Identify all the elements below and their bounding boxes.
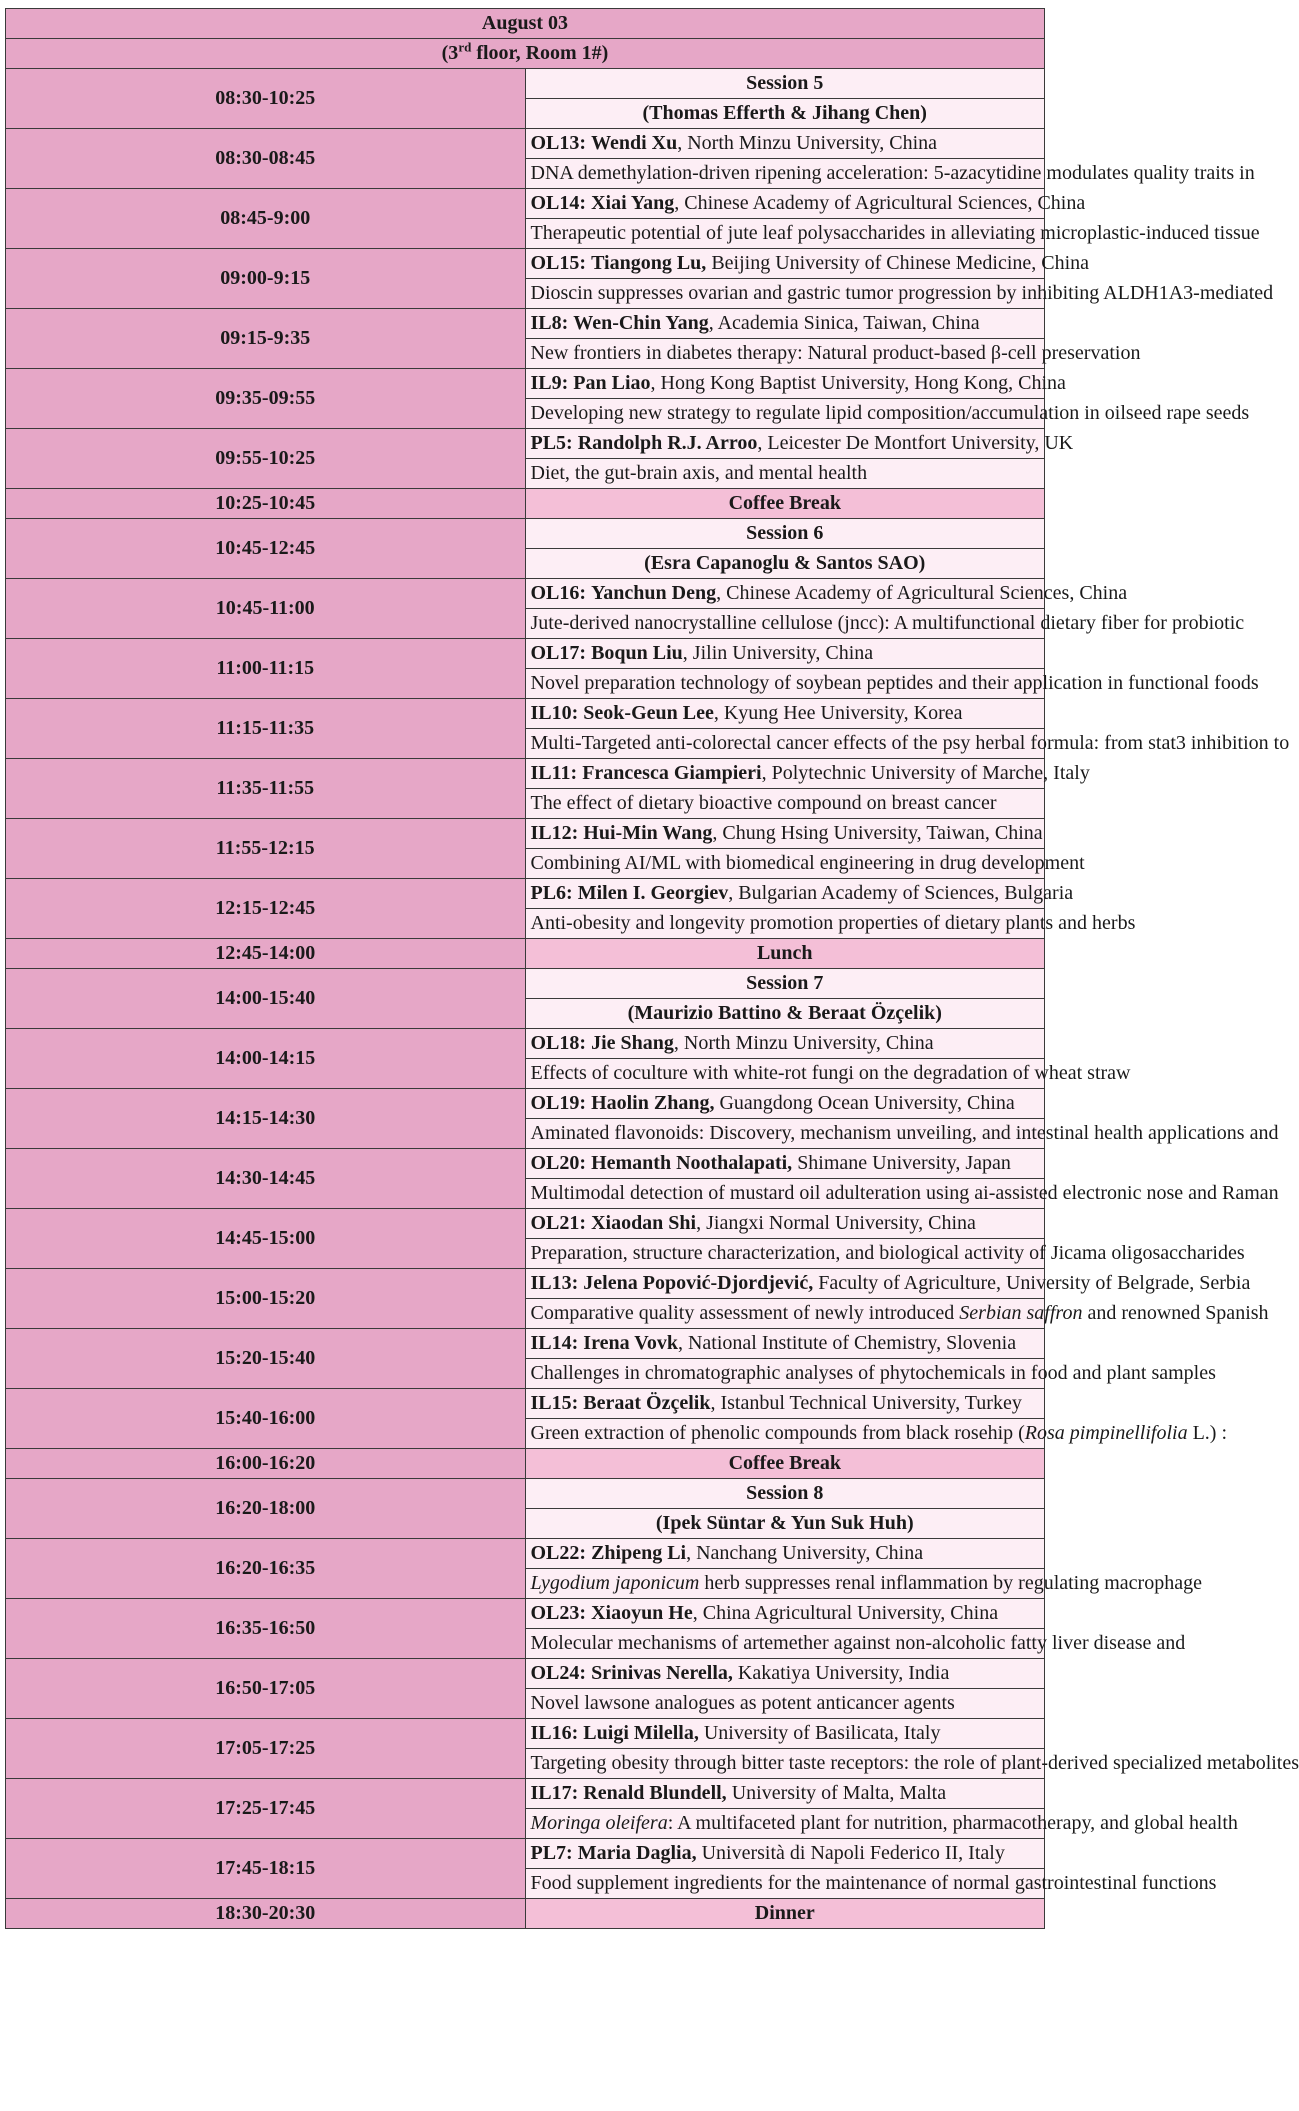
speaker-affiliation: , Kyung Hee University, Korea xyxy=(713,702,963,724)
speaker-name: Luigi Milella, xyxy=(583,1722,699,1744)
speaker-name: Wendi Xu xyxy=(591,132,678,154)
talk-row xyxy=(6,759,1045,789)
time-slot: 08:30-10:25 xyxy=(6,69,526,129)
talk-speaker-line xyxy=(525,1779,1045,1809)
speaker-name: Boqun Liu xyxy=(591,642,683,664)
speaker-affiliation: Beijing University of Chinese Medicine, China xyxy=(706,252,1090,274)
venue-heading: (3rd floor, Room 1#) xyxy=(6,39,1045,69)
talk-row xyxy=(6,309,1045,339)
time-slot: 09:35-09:55 xyxy=(6,369,526,429)
talk-title: Multi-Targeted anti-colorectal cancer effects of the psy herbal formula: from stat3 inhibition to xyxy=(525,729,1045,759)
speaker-name: Hui-Min Wang xyxy=(583,822,713,844)
talk-row xyxy=(6,1839,1045,1869)
time-slot: 16:00-16:20 xyxy=(6,1449,526,1479)
time-slot: 09:55-10:25 xyxy=(6,429,526,489)
talk-code: OL17: xyxy=(530,642,587,664)
speaker-affiliation: , North Minzu University, China xyxy=(677,132,938,154)
time-slot: 16:35-16:50 xyxy=(6,1599,526,1659)
speaker-name: Jelena Popović-Djordjević, xyxy=(583,1272,814,1294)
date-heading: August 03 xyxy=(6,9,1045,39)
talk-speaker-line xyxy=(525,759,1090,789)
time-slot: 08:45-9:00 xyxy=(6,189,526,249)
talk-code: OL21: xyxy=(530,1212,587,1234)
talk-speaker-line xyxy=(525,129,1045,159)
talk-row xyxy=(6,369,1045,399)
speaker-name: Zhipeng Li xyxy=(591,1542,687,1564)
talk-title: Food supplement ingredients for the maintenance of normal gastrointestinal functions xyxy=(525,1869,1045,1899)
speaker-name: Tiangong Lu, xyxy=(591,252,707,274)
talk-title: Molecular mechanisms of artemether against non-alcoholic fatty liver disease and xyxy=(525,1629,1045,1659)
speaker-name: Xiai Yang xyxy=(591,192,675,214)
talk-code: IL10: xyxy=(530,702,579,724)
talk-row xyxy=(6,1779,1045,1809)
speaker-name: Maria Daglia, xyxy=(577,1842,697,1864)
species-name: Serbian saffron xyxy=(959,1302,1083,1324)
talk-code: PL6: xyxy=(530,882,573,904)
speaker-affiliation: Kakatiya University, India xyxy=(732,1662,950,1684)
talk-row xyxy=(6,1089,1045,1119)
time-slot: 17:25-17:45 xyxy=(6,1779,526,1839)
session-name: Session 5 xyxy=(525,69,1045,99)
talk-speaker-line xyxy=(525,1209,1045,1239)
time-slot: 17:05-17:25 xyxy=(6,1719,526,1779)
break-label: Lunch xyxy=(525,939,1045,969)
talk-row xyxy=(6,1599,1045,1629)
time-slot: 16:50-17:05 xyxy=(6,1659,526,1719)
time-slot: 10:25-10:45 xyxy=(6,489,526,519)
talk-speaker-line xyxy=(525,249,1090,279)
talk-code: IL16: xyxy=(530,1722,579,1744)
session-row xyxy=(6,1479,1045,1509)
talk-speaker-line xyxy=(525,1659,1045,1689)
venue-row xyxy=(6,39,1045,69)
break-row xyxy=(6,939,1045,969)
speaker-affiliation: , Jilin University, China xyxy=(682,642,874,664)
time-slot: 14:00-15:40 xyxy=(6,969,526,1029)
time-slot: 09:00-9:15 xyxy=(6,249,526,309)
speaker-affiliation: University of Malta, Malta xyxy=(726,1782,947,1804)
time-slot: 14:30-14:45 xyxy=(6,1149,526,1209)
talk-row xyxy=(6,819,1045,849)
talk-title: Targeting obesity through bitter taste receptors: the role of plant-derived specialized metabolites xyxy=(525,1749,1045,1779)
break-row xyxy=(6,489,1045,519)
session-chairs: (Thomas Efferth & Jihang Chen) xyxy=(525,99,1045,129)
talk-title: Developing new strategy to regulate lipid composition/accumulation in oilseed rape seeds xyxy=(525,399,1045,429)
speaker-name: Jie Shang xyxy=(591,1032,674,1054)
talk-code: IL14: xyxy=(530,1332,579,1354)
talk-speaker-line xyxy=(525,1029,1045,1059)
talk-speaker-line xyxy=(525,1719,1045,1749)
speaker-affiliation: Faculty of Agriculture, University of Belgrade, Serbia xyxy=(813,1272,1251,1294)
talk-code: IL11: xyxy=(530,762,578,784)
speaker-affiliation: , Chinese Academy of Agricultural Sciences, China xyxy=(674,192,1086,214)
talk-code: OL13: xyxy=(530,132,587,154)
talk-title: Effects of coculture with white-rot fungi on the degradation of wheat straw xyxy=(525,1059,1045,1089)
speaker-affiliation: , National Institute of Chemistry, Slovenia xyxy=(677,1332,1017,1354)
talk-title: Comparative quality assessment of newly introduced Serbian saffron and renowned Spanish xyxy=(525,1299,1045,1329)
session-name: Session 7 xyxy=(525,969,1045,999)
talk-row xyxy=(6,249,1045,279)
talk-code: OL16: xyxy=(530,582,587,604)
talk-speaker-line xyxy=(525,1599,1045,1629)
speaker-affiliation: , Nanchang University, China xyxy=(686,1542,924,1564)
speaker-name: Renald Blundell, xyxy=(583,1782,727,1804)
time-slot: 08:30-08:45 xyxy=(6,129,526,189)
session-row xyxy=(6,519,1045,549)
talk-title: Therapeutic potential of jute leaf polysaccharides in alleviating microplastic-induced tissue xyxy=(525,219,1045,249)
speaker-name: Yanchun Deng xyxy=(591,582,717,604)
speaker-affiliation: , Chinese Academy of Agricultural Sciences, China xyxy=(716,582,1128,604)
talk-row xyxy=(6,699,1045,729)
talk-row xyxy=(6,1719,1045,1749)
talk-title: Aminated flavonoids: Discovery, mechanism unveiling, and intestinal health applications and xyxy=(525,1119,1045,1149)
talk-row xyxy=(6,1269,1045,1299)
talk-row xyxy=(6,639,1045,669)
talk-code: OL18: xyxy=(530,1032,587,1054)
speaker-affiliation: , Bulgarian Academy of Sciences, Bulgaria xyxy=(728,882,1074,904)
speaker-affiliation: , Polytechnic University of Marche, Italy xyxy=(761,762,1090,784)
speaker-affiliation: , Jiangxi Normal University, China xyxy=(696,1212,976,1234)
speaker-affiliation: Università di Napoli Federico II, Italy xyxy=(696,1842,1005,1864)
session-name: Session 6 xyxy=(525,519,1045,549)
date-row xyxy=(6,9,1045,39)
talk-title: DNA demethylation-driven ripening acceleration: 5-azacytidine modulates quality traits in xyxy=(525,159,1045,189)
species-name: Lygodium japonicum xyxy=(530,1572,700,1594)
talk-speaker-line xyxy=(525,819,1045,849)
speaker-affiliation: , North Minzu University, China xyxy=(673,1032,934,1054)
talk-title: Lygodium japonicum herb suppresses renal inflammation by regulating macrophage xyxy=(525,1569,1045,1599)
speaker-affiliation: , China Agricultural University, China xyxy=(692,1602,999,1624)
break-row xyxy=(6,1899,1045,1929)
speaker-name: Haolin Zhang, xyxy=(591,1092,715,1114)
break-label: Dinner xyxy=(525,1899,1045,1929)
talk-row xyxy=(6,129,1045,159)
species-name: Moringa oleifera xyxy=(530,1812,668,1834)
talk-speaker-line xyxy=(525,1839,1045,1869)
speaker-affiliation: , Chung Hsing University, Taiwan, China xyxy=(712,822,1043,844)
time-slot: 12:45-14:00 xyxy=(6,939,526,969)
speaker-affiliation: Guangdong Ocean University, China xyxy=(714,1092,1015,1114)
talk-code: PL7: xyxy=(530,1842,573,1864)
talk-title: Anti-obesity and longevity promotion properties of dietary plants and herbs xyxy=(525,909,1045,939)
time-slot: 11:35-11:55 xyxy=(6,759,526,819)
talk-title: The effect of dietary bioactive compound on breast cancer xyxy=(525,789,1045,819)
talk-speaker-line xyxy=(525,1089,1045,1119)
talk-row xyxy=(6,429,1045,459)
speaker-affiliation: Shimane University, Japan xyxy=(792,1152,1011,1174)
talk-speaker-line xyxy=(525,1149,1045,1179)
time-slot: 15:40-16:00 xyxy=(6,1389,526,1449)
talk-title: New frontiers in diabetes therapy: Natural product-based β-cell preservation xyxy=(525,339,1045,369)
talk-code: OL20: xyxy=(530,1152,587,1174)
time-slot: 11:55-12:15 xyxy=(6,819,526,879)
talk-title: Diet, the gut-brain axis, and mental health xyxy=(525,459,1045,489)
speaker-name: Xiaodan Shi xyxy=(591,1212,697,1234)
speaker-affiliation: , Hong Kong Baptist University, Hong Kong, China xyxy=(650,372,1066,394)
talk-title: Moringa oleifera: A multifaceted plant for nutrition, pharmacotherapy, and global health xyxy=(525,1809,1045,1839)
talk-code: IL13: xyxy=(530,1272,579,1294)
talk-speaker-line xyxy=(525,879,1074,909)
talk-code: IL17: xyxy=(530,1782,579,1804)
talk-title: Multimodal detection of mustard oil adulteration using ai-assisted electronic nose and Raman xyxy=(525,1179,1045,1209)
session-chairs: (Maurizio Battino & Beraat Özçelik) xyxy=(525,999,1045,1029)
speaker-name: Seok-Geun Lee xyxy=(583,702,714,724)
talk-code: IL8: xyxy=(530,312,569,334)
talk-code: OL24: xyxy=(530,1662,587,1684)
talk-row xyxy=(6,879,1045,909)
talk-title: Novel preparation technology of soybean peptides and their application in functional foods xyxy=(525,669,1045,699)
talk-code: OL19: xyxy=(530,1092,587,1114)
talk-speaker-line xyxy=(525,369,1066,399)
talk-code: OL22: xyxy=(530,1542,587,1564)
speaker-name: Hemanth Noothalapati, xyxy=(591,1152,793,1174)
time-slot: 14:45-15:00 xyxy=(6,1209,526,1269)
time-slot: 14:15-14:30 xyxy=(6,1089,526,1149)
talk-row xyxy=(6,1149,1045,1179)
talk-row xyxy=(6,1209,1045,1239)
talk-row xyxy=(6,579,1045,609)
talk-code: IL15: xyxy=(530,1392,579,1414)
speaker-name: Pan Liao xyxy=(573,372,651,394)
talk-title: Green extraction of phenolic compounds from black rosehip (Rosa pimpinellifolia L.) : xyxy=(525,1419,1045,1449)
speaker-name: Wen-Chin Yang xyxy=(573,312,709,334)
speaker-name: Milen I. Georgiev xyxy=(577,882,729,904)
time-slot: 10:45-12:45 xyxy=(6,519,526,579)
session-row xyxy=(6,69,1045,99)
speaker-name: Randolph R.J. Arroo xyxy=(577,432,758,454)
session-name: Session 8 xyxy=(525,1479,1045,1509)
talk-title: Combining AI/ML with biomedical engineering in drug development xyxy=(525,849,1045,879)
speaker-affiliation: , Leicester De Montfort University, UK xyxy=(757,432,1074,454)
talk-title: Challenges in chromatographic analyses of phytochemicals in food and plant samples xyxy=(525,1359,1045,1389)
talk-speaker-line xyxy=(525,1269,1251,1299)
break-label: Coffee Break xyxy=(525,1449,1045,1479)
time-slot: 15:20-15:40 xyxy=(6,1329,526,1389)
speaker-name: Srinivas Nerella, xyxy=(591,1662,733,1684)
talk-speaker-line xyxy=(525,189,1086,219)
talk-title: Novel lawsone analogues as potent anticancer agents xyxy=(525,1689,1045,1719)
talk-speaker-line xyxy=(525,699,1045,729)
speaker-affiliation: University of Basilicata, Italy xyxy=(698,1722,941,1744)
speaker-affiliation: , Istanbul Technical University, Turkey xyxy=(710,1392,1022,1414)
talk-code: IL9: xyxy=(530,372,569,394)
time-slot: 10:45-11:00 xyxy=(6,579,526,639)
time-slot: 15:00-15:20 xyxy=(6,1269,526,1329)
talk-speaker-line xyxy=(525,1389,1045,1419)
speaker-name: Francesca Giampieri xyxy=(582,762,762,784)
talk-code: OL14: xyxy=(530,192,587,214)
talk-row xyxy=(6,1029,1045,1059)
speaker-affiliation: , Academia Sinica, Taiwan, China xyxy=(708,312,980,334)
talk-row xyxy=(6,189,1045,219)
species-name: Rosa pimpinellifolia xyxy=(1024,1422,1188,1444)
talk-speaker-line xyxy=(525,429,1074,459)
session-row xyxy=(6,969,1045,999)
time-slot: 11:00-11:15 xyxy=(6,639,526,699)
talk-speaker-line xyxy=(525,579,1128,609)
session-chairs: (Esra Capanoglu & Santos SAO) xyxy=(525,549,1045,579)
talk-speaker-line xyxy=(525,309,1045,339)
talk-title: Jute-derived nanocrystalline cellulose (jncc): A multifunctional dietary fiber for probiotic xyxy=(525,609,1045,639)
talk-speaker-line xyxy=(525,1539,1045,1569)
talk-speaker-line xyxy=(525,1329,1045,1359)
talk-row xyxy=(6,1329,1045,1359)
speaker-name: Beraat Özçelik xyxy=(583,1392,711,1414)
time-slot: 12:15-12:45 xyxy=(6,879,526,939)
time-slot: 18:30-20:30 xyxy=(6,1899,526,1929)
time-slot: 16:20-18:00 xyxy=(6,1479,526,1539)
talk-code: OL23: xyxy=(530,1602,587,1624)
break-label: Coffee Break xyxy=(525,489,1045,519)
time-slot: 16:20-16:35 xyxy=(6,1539,526,1599)
break-row xyxy=(6,1449,1045,1479)
talk-code: IL12: xyxy=(530,822,579,844)
speaker-name: Irena Vovk xyxy=(583,1332,678,1354)
talk-code: OL15: xyxy=(530,252,587,274)
time-slot: 14:00-14:15 xyxy=(6,1029,526,1089)
time-slot: 17:45-18:15 xyxy=(6,1839,526,1899)
time-slot: 11:15-11:35 xyxy=(6,699,526,759)
talk-code: PL5: xyxy=(530,432,573,454)
talk-speaker-line xyxy=(525,639,1045,669)
talk-row xyxy=(6,1539,1045,1569)
speaker-name: Xiaoyun He xyxy=(591,1602,693,1624)
time-slot: 09:15-9:35 xyxy=(6,309,526,369)
talk-title: Preparation, structure characterization, and biological activity of Jicama oligosaccharides xyxy=(525,1239,1045,1269)
talk-row xyxy=(6,1659,1045,1689)
talk-row xyxy=(6,1389,1045,1419)
session-chairs: (Ipek Süntar & Yun Suk Huh) xyxy=(525,1509,1045,1539)
talk-title: Dioscin suppresses ovarian and gastric tumor progression by inhibiting ALDH1A3-mediated xyxy=(525,279,1045,309)
schedule-table xyxy=(5,8,1299,1929)
